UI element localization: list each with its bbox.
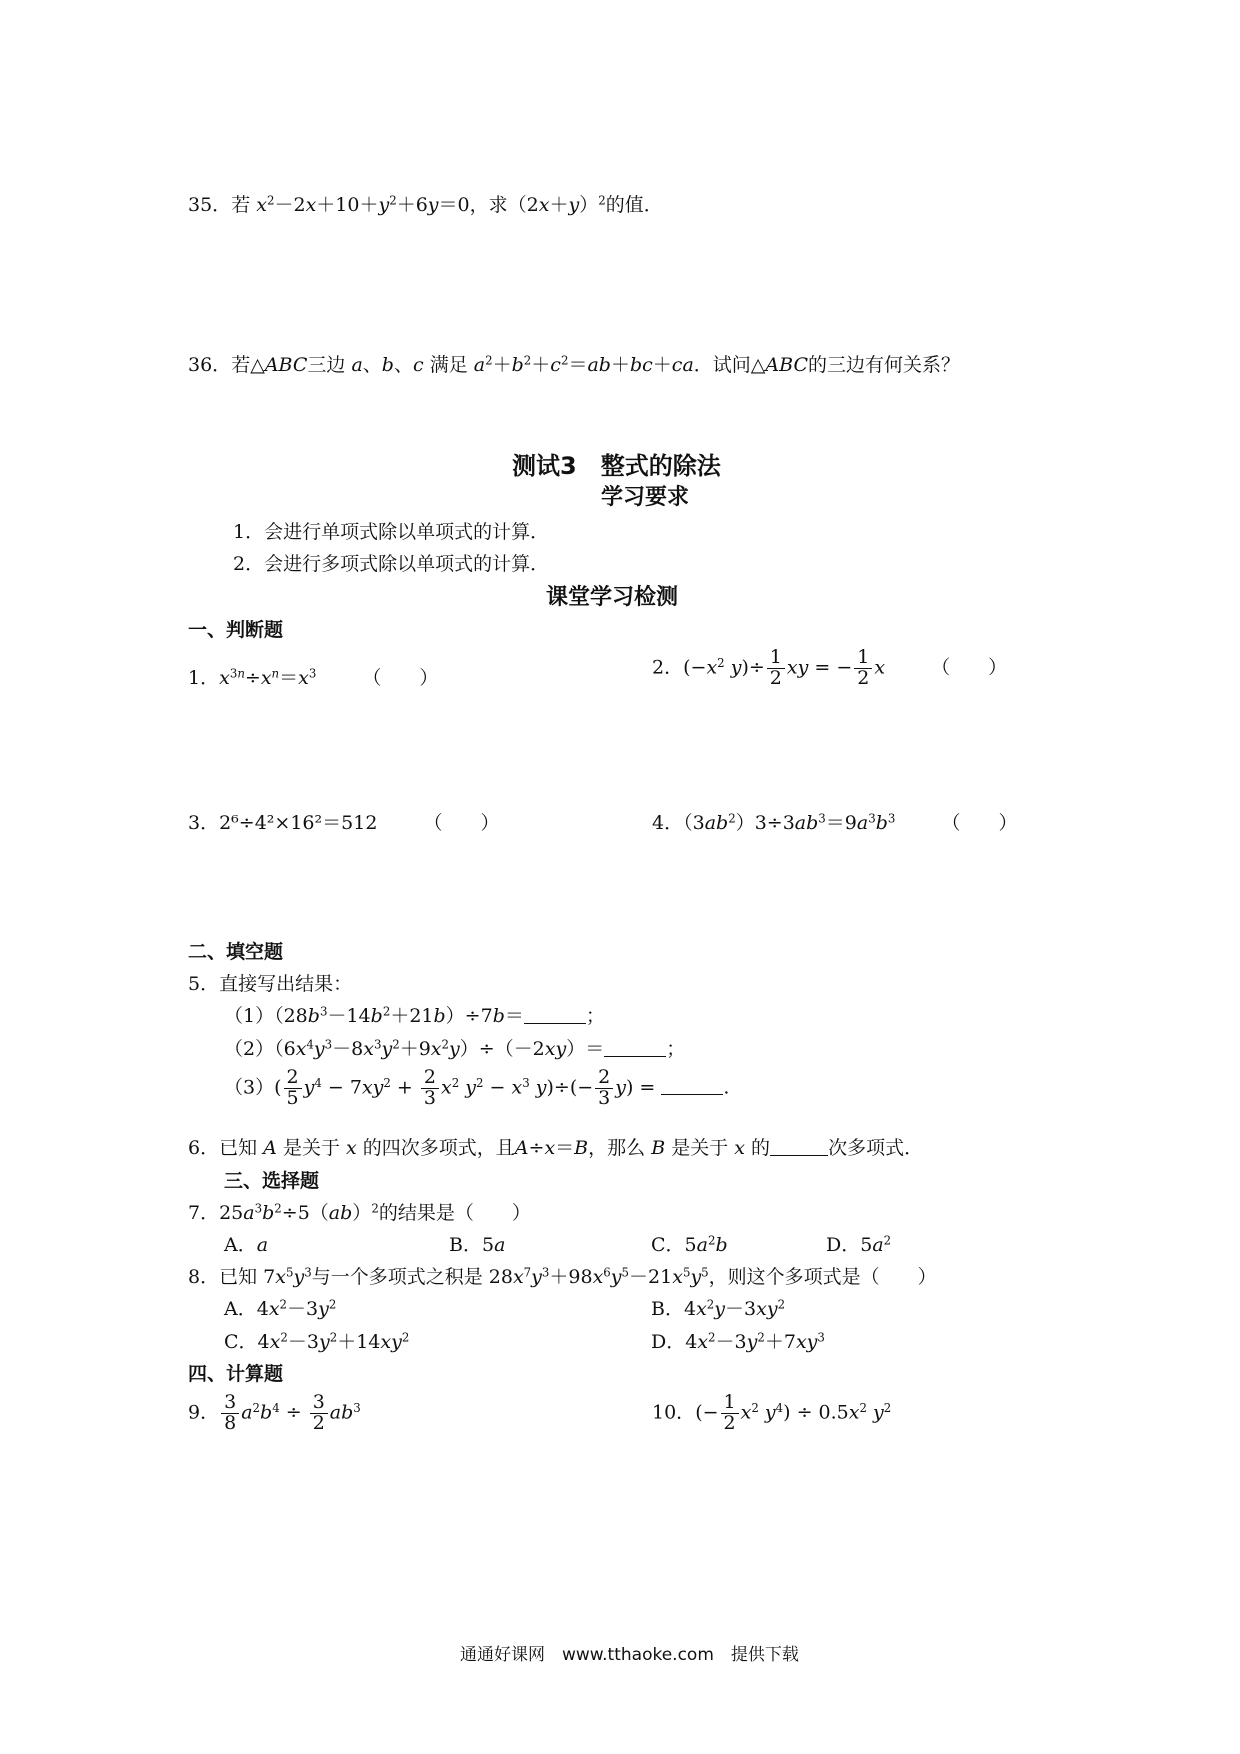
blank-5-2[interactable] xyxy=(604,1038,666,1057)
calc-q9: 9． $\frac{3}{8}$ $a^2b^4$ ÷ $\frac{3}{2}$ $ab^3$ xyxy=(188,1391,361,1434)
judge-q4: 4．$(3ab^2)3\div 3ab^3=9a^3b^3$ （ ） xyxy=(652,811,1018,834)
calc-q10: 10．(− $\frac{1}{2}$ $x^2$ $y^4) \div 0.5x^2$ $y^2$ xyxy=(652,1391,892,1434)
page-title: 测试3 整式的除法 xyxy=(512,452,721,480)
q35-number: 35． xyxy=(188,194,232,216)
judge-q3-answer-paren: （ ） xyxy=(423,812,500,834)
section-fill: 二、填空题 xyxy=(188,941,284,963)
judge-q4-answer-paren: （ ） xyxy=(941,812,1018,834)
section-judge: 一、判断题 xyxy=(188,619,284,641)
requirement-1: 1．会进行单项式除以单项式的计算． xyxy=(233,521,550,543)
question-35: 35．若 $x^2-2x+10+y^2+6y=0$，求$(2x+y)^2$的值． xyxy=(188,193,663,216)
question-36: 36．若△ABC三边 a、b、c 满足 $a^2+b^2+c^2=ab+bc+ca$．试问△ABC的三边有何关系？ xyxy=(188,353,960,376)
requirements-title: 学习要求 xyxy=(601,485,690,510)
q7-option-d[interactable]: D．$5a^2$ xyxy=(826,1233,892,1256)
judge-q2: 2．($-x^2$ y)÷ $\frac{1}{2}$ xy = − $\frac{1}{2}$ x （ ） xyxy=(652,646,1008,689)
q8-option-d[interactable]: D．$4x^2-3y^2+7xy^3$ xyxy=(651,1330,825,1353)
q8-option-c[interactable]: C．$4x^2-3y^2+14xy^2$ xyxy=(224,1330,410,1353)
choice-q7: 7．$25a^3b^2\div 5(ab)^2$的结果是（ ） xyxy=(188,1201,531,1224)
q7-option-c[interactable]: C．$5a^2b$ xyxy=(651,1233,728,1256)
footer-text: 通通好课网 www.tthaoke.com 提供下载 xyxy=(460,1645,799,1665)
requirement-2: 2．会进行多项式除以单项式的计算． xyxy=(233,553,550,575)
choice-q8: 8．已知 $7x^5y^3$与一个多项式之积是 $28x^7y^3+98x^6y^5-21x^5y^5$，则这个多项式是（ ） xyxy=(188,1265,937,1288)
fill-q6: 6．已知 A 是关于 x 的四次多项式，且A÷x＝B，那么 B 是关于 x 的 次多项式． xyxy=(188,1137,924,1159)
fill-q5: 5．直接写出结果： xyxy=(188,973,353,995)
q36-number: 36． xyxy=(188,354,232,376)
blank-6[interactable] xyxy=(770,1137,828,1156)
section-choice: 三、选择题 xyxy=(224,1170,320,1192)
q8-option-b[interactable]: B．$4x^2y-3xy^2$ xyxy=(651,1297,786,1320)
blank-5-3[interactable] xyxy=(661,1076,723,1095)
check-title: 课堂学习检测 xyxy=(546,585,679,610)
fill-q5-2: $(2)(6x^4y^3-8x^3y^2+9x^2y)\div(-2xy)=$ ； xyxy=(224,1037,686,1060)
fill-q5-3: （3）( $\frac{2}{5}$ $y^4 - 7xy^2$ + $\frac{2}{3}$ $x^2$ $y^2 - x^3$ y)÷(− $\frac{2}{3}$ y) = . xyxy=(224,1066,730,1109)
q8-option-a[interactable]: A．$4x^2-3y^2$ xyxy=(224,1297,337,1320)
judge-q1: 1．$x^{3n}\div x^n=x^3$ （ ） xyxy=(188,666,439,689)
blank-5-1[interactable] xyxy=(524,1005,586,1024)
q7-option-a[interactable]: A．a xyxy=(224,1234,269,1256)
judge-q1-answer-paren: （ ） xyxy=(362,667,439,689)
fill-q5-1: $(1)(28b^3-14b^2+21b)\div 7b=$ ； xyxy=(224,1004,605,1027)
section-calc: 四、计算题 xyxy=(188,1363,284,1385)
q7-option-b[interactable]: B．5a xyxy=(449,1234,506,1256)
judge-q3: 3．2⁶÷4²×16²＝512 （ ） xyxy=(188,812,500,834)
judge-q2-answer-paren: （ ） xyxy=(931,656,1008,679)
